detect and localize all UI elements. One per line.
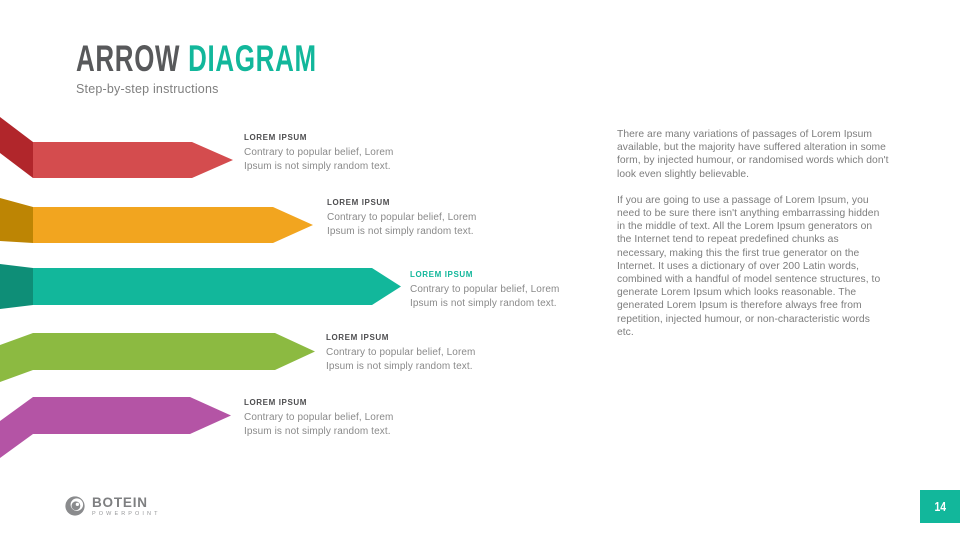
step-1-title: LOREM IPSUM (244, 133, 308, 142)
step-1-description: Contrary to popular belief, Lorem Ipsum is not simply random text. (244, 147, 394, 172)
arrow-5-body (33, 397, 231, 434)
arrow-4-body (33, 333, 315, 370)
step-1-label (244, 133, 412, 173)
logo (64, 495, 161, 517)
step-4-label (326, 333, 494, 373)
title-word-primary: ARROW (76, 38, 181, 79)
step-2-title: LOREM IPSUM (327, 198, 391, 207)
page-number: 14 (934, 499, 946, 514)
logo-name: BOTEIN (92, 494, 148, 510)
arrow-3-fold (0, 264, 33, 309)
body-text-block (617, 128, 889, 352)
arrow-1-body (33, 142, 233, 178)
body-paragraph-2: If you are going to use a passage of Lorem Ipsum, you need to be sure there isn't anything embarrassing hidden in the middle of text. All the Lorem Ipsum generators on the Internet tend to repeat predefined chunks as necessary, making this the first true generator on the Internet. It uses a dictionary of over 200 Latin words, combined with a handful of model sentence structures, to generate Lorem Ipsum which looks reasonable. The generated Lorem Ipsum is therefore always free from repetition, injected humour, or non-characteristic words etc. (617, 194, 881, 338)
title-word-accent: DIAGRAM (188, 38, 317, 79)
step-5-description: Contrary to popular belief, Lorem Ipsum is not simply random text. (244, 412, 394, 437)
arrow-2-fold (0, 198, 33, 243)
step-5-title: LOREM IPSUM (244, 398, 308, 407)
step-4-description: Contrary to popular belief, Lorem Ipsum is not simply random text. (326, 347, 476, 372)
arrow-1-fold (0, 117, 33, 178)
logo-swirl-icon (64, 495, 86, 517)
arrow-3-body (33, 268, 401, 305)
arrow-2-body (33, 207, 313, 243)
step-2-label (327, 198, 495, 238)
page-number-badge (920, 490, 960, 523)
logo-subtitle: POWERPOINT (92, 510, 161, 517)
step-3-description: Contrary to popular belief, Lorem Ipsum is not simply random text. (410, 284, 560, 309)
arrow-5-fold (0, 397, 33, 458)
step-3-label (410, 270, 578, 310)
step-5-label (244, 398, 412, 438)
body-paragraph-1: There are many variations of passages of Lorem Ipsum available, but the majority have suffered alteration in some form, by injected humour, or randomised words which don't look even slightly believable. (617, 129, 889, 180)
logo-text (92, 496, 161, 517)
arrow-4-fold (0, 333, 33, 382)
slide-subtitle: Step-by-step instructions (76, 82, 219, 96)
step-2-description: Contrary to popular belief, Lorem Ipsum is not simply random text. (327, 212, 477, 237)
step-3-title: LOREM IPSUM (410, 270, 474, 279)
step-4-title: LOREM IPSUM (326, 333, 390, 342)
